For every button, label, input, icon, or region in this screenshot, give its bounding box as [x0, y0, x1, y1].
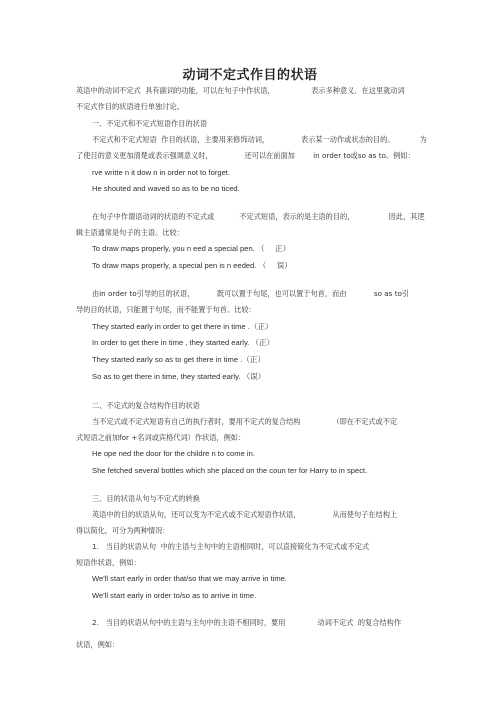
- paragraph-line: 不定式作目的状语进行单独讨论。: [76, 102, 184, 111]
- paragraph-line: 辑主语通常是句子的主语。比较：: [76, 228, 184, 237]
- example-sentence: He shouted and waved so as to be no ticed.: [92, 184, 240, 193]
- example-sentence: So as to get there in time, they started early. （误）: [92, 372, 266, 381]
- section-heading: 二、不定式的复合结构作目的状语: [92, 401, 200, 410]
- example-sentence: To draw maps properly, you n eed a special pen. （ 正）: [92, 244, 291, 253]
- paragraph-line: 在句子中作谓语动词的状语的不定式或 不定式短语，表示的是主语的目的， 因此，其逻: [92, 212, 425, 221]
- paragraph-line: 英语中的目的状语从句，还可以变为不定式或不定式短语作状语， 从而使句子在结构上: [92, 510, 398, 519]
- paragraph-line: 了使目的意义更加清楚或表示强调意义时， 还可以在前面加 in order to或so as to。例如：: [76, 151, 415, 160]
- paragraph-line: 得以简化，可分为两种情况：: [76, 526, 170, 535]
- paragraph-line: 式短语之前加for +名词或宾格代词）作状语，例如：: [76, 433, 246, 442]
- paragraph-line: 状语，例如：: [76, 640, 120, 649]
- paragraph-line: 导的目的状语，只能置于句尾，而不能置于句首。比较：: [76, 305, 256, 314]
- example-sentence: She fetched several bottles which she placed on the coun ter for Harry to in spect.: [92, 466, 368, 475]
- paragraph-line: 不定式和不定式短语 作目的状语，主要用来修饰动词， 表示某一动作或状态的目的。 为: [92, 135, 427, 144]
- paragraph-line: 英语中的动词不定式 具有副词的功能，可以在句子中作状语， 表示多种意义．在这里就动词: [76, 86, 405, 95]
- example-sentence: He ope ned the door for the childre n to come in.: [92, 449, 255, 458]
- example-sentence: In order to get there in time , they started early. （正）: [92, 338, 275, 347]
- paragraph-line: 当不定式或不定式短语有自己的执行者时，要用不定式的复合结构 （即在不定式或不定: [92, 417, 398, 426]
- paragraph-line: 短语作状语，例如：: [76, 558, 141, 567]
- page-title: 动词不定式作目的状语: [182, 68, 318, 83]
- example-sentence: They started early in order to get there in time .（正）: [92, 322, 273, 331]
- paragraph-line: 由in order to引导的目的状语， 既可以置于句尾，也可以置于句首，而由 so as to引: [92, 289, 410, 298]
- example-sentence: We'll start early in order that/so that we may arrive in time.: [92, 574, 288, 583]
- paragraph-line: 2. 当目的状语从句中的主语与主句中的主语不相同时，要用 动词不定式 的复合结构作: [92, 618, 402, 627]
- example-sentence: We'll start early in order to/so as to arrive in time.: [92, 591, 257, 600]
- example-sentence: To draw maps properly, a special pen is n eeded. （ 误）: [92, 261, 292, 270]
- section-heading: 一、不定式和不定式短语作目的状语: [92, 119, 208, 128]
- section-heading: 三、目的状语从句与不定式的转换: [92, 494, 200, 503]
- example-sentence: rve writte n it dow n in order not to forget.: [92, 168, 231, 177]
- example-sentence: They started early so as to get there in time .（正）: [92, 355, 266, 364]
- paragraph-line: 1. 当目的状语从句 中的主语与主句中的主语相同时，可以直接简化为不定式或不定式: [92, 542, 370, 551]
